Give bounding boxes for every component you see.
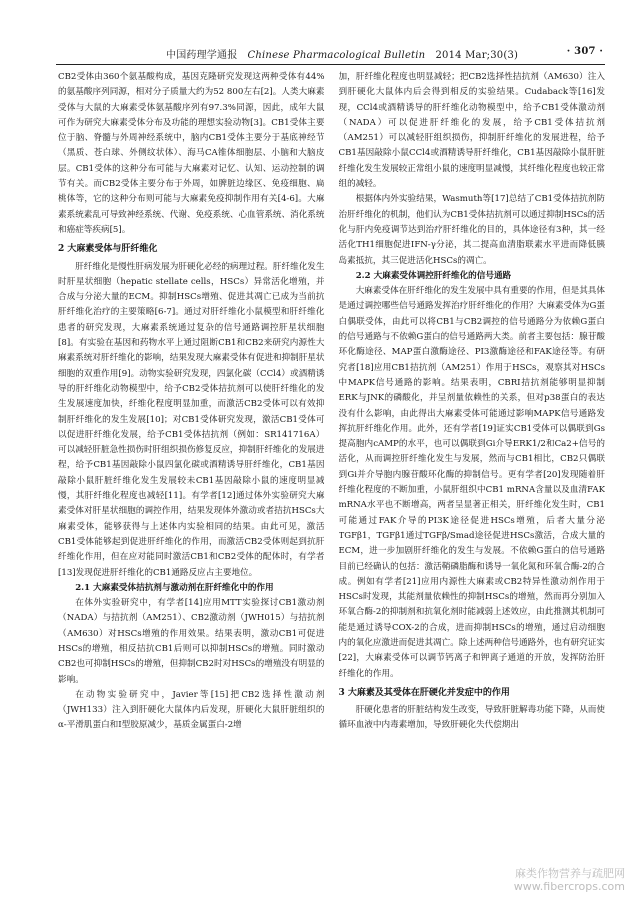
journal-title-cn: 中国药理学通报 [166,50,238,61]
subsection-heading [58,581,325,596]
paragraph: 肝硬化患者的肝脏结构发生改变，导致肝脏解毒功能下降，从而使循环血液中内毒素增加，导致肝硬化失代偿期出 [338,705,605,731]
paragraph: 根据体内外实验结果，Wasmuth等[17]总结了CB1受体拮抗剂防治肝纤维化的机制，他们认为CB1受体拮抗剂可以通过抑制HSCs的活化与肝内免疫调节达到治疗肝纤维化的目的，具体途径有3种，其一经活化TH1细胞促进IFN-γ分泌，其二提高血清脂联素水平进而降低胰岛素抵抗，其三促进活化HSCs的凋亡。 [338,194,605,266]
subsection-heading [339,269,606,284]
journal-title-en: Chinese Pharmacological Bulletin [247,50,426,61]
paragraph: 大麻素受体在肝纤维化的发生发展中具有重要的作用，但是其具体是通过调控哪些信号通路发挥治疗肝纤维化的作用？大麻素受体为G蛋白偶联受体，由此可以将CB1与CB2调控的信号通路分为依赖G蛋白的信号通路与不依赖G蛋白的信号通路两大类。前者主要包括：腺苷酸环化酶途径、MAP蛋白激酶途径、PI3激酶途径和FAK途径等。有研究者[18]应用CB1拮抗剂（AM251）作用于HSCs，观察其对HSCs中MAPK信号通路的影响。结果表明，CBRI拮抗剂能够明显抑制ERK与JNK的磷酸化，并呈剂量依赖性的关系，但对p38蛋白的表达没有什么影响，由此得出大麻素受体可能通过影响MAPK信号通路发挥抗肝纤维化作用。此外，还有学者[19]证实CB1受体可以偶联到Gs提高胞内cAMP的水平，也可以偶联到Gi介导ERK1/2和Ca2+信号的活化，从而调控肝纤维化发生与发展，然而与CB1相比，CB2只偶联到Gi并介导胞内腺苷酸环化酶的抑制信号。更有学者[20]发现随着肝纤维化程度的不断加重，小鼠肝组织中CB1 mRNA含量以及血清FAK mRNA水平也不断增高，两者呈显著正相关，肝纤维化发生时，CB1可能通过FAK介导的PI3K途径促进HSCs增殖，后者大量分泌TGFβ1，TGFβ1通过TGFβ/Smad途径促进HSCs激活，合成大量的ECM，进一步加剧肝纤维化的发生与发展。不依赖G蛋白的信号通路目前已经确认的包括：激活鞘磷脂酶和诱导一氧化氮和环氧合酶-2的合成。例如有学者[21]应用内源性大麻素或CB2特异性激动剂作用于HSCs时发现，其能剂量依赖性的抑制HSCs的增殖，然而再分别加入环氧合酶-2的抑制剂和抗氧化剂时能减弱上述效应，由此推测其机制可能是通过诱导COX-2的合成，进而抑制HSCs的增殖，通过启动细胞内的氧化应激进而促进其凋亡。除上述两种信号通路外，也有研究证实[22]，大麻素受体可以调节钙离子和钾离子通道的开放，发挥防治肝纤维化的作用。 [338,286,605,679]
subsection-title: 2.2 大麻素受体调控肝纤维化的信号通路 [355,270,512,281]
paragraph: CB2受体由360个氨基酸构成，基因克隆研究发现这两种受体有44%的氨基酸序列同源，相对分子质量大约为52 800左右[2]。人类大麻素受体与大鼠的大麻素受体氨基酸序列有97.3%同源，因此，成年大鼠可作为研究大麻素受体分布及功能的理想实验动物[3]。CB1受体主要位于脑、脊髓与外周神经系统中，脑内CB1受体主要分于基底神经节（黑质、苍白球、外侧纹状体）、海马CA锥体细胞层、小脑和大脑皮层。CB1受体的这种分布可能与大麻素对记忆、认知、运动控制的调节有关。而CB2受体主要分布于外周，如脾脏边缘区、免疫细胞、扁桃体等，它的这种分布则可能与大麻素免疫抑制作用有关[4-6]。大麻素系统素乱可导致神经系统、代谢、免疫系统、心血管系统、消化系统和癌症等疾病[5]。 [58,72,325,235]
section-heading: 3 大麻素及其受体在肝硬化并发症中的作用 [338,687,510,698]
watermark-name: 麻类作物营养与疏肥网 [515,867,625,880]
journal-issue: 2014 Mar;30(3) [435,50,519,61]
paragraph: 加，肝纤维化程度也明显减轻；把CB2选择性拮抗剂（AM630）注入到肝硬化大鼠体内后会得到相反的实验结果。Cudaback等[16]发现，CCl4或酒精诱导的肝纤维化动物模型中，给予CB1受体激动剂（NADA）可以促进肝纤维化的发展，给予CB1受体拮抗剂（AM251）可以减轻肝组织损伤，抑制肝纤维化的发展进程，给予CB1基因敲除小鼠CCl4或酒精诱导肝纤维化，CB1基因敲除小鼠肝脏纤维化发生发展较正常组小鼠的速度明显减慢，其纤维化程度也较正常组的减轻。 [338,72,605,190]
paragraph: 在体外实验研究中，有学者[14]应用MTT实验探讨CB1激动剂（NADA）与拮抗剂（AM251）、CB2激动剂（JWH015）与拮抗剂（AM630）对HSCs增殖的作用效果。结果表明，激动CB1可促进HSCs的增殖，相反拮抗CB1后则可以抑制HSCs的增殖。同时激动CB2也可抑制HSCs的增殖，但抑制CB2时对HSCs的增殖没有明显的影响。 [58,598,325,685]
right-column [339,70,606,863]
page-number: · 307 · [566,46,603,57]
page-header [56,42,605,65]
article-body [58,70,605,863]
watermark-url: www.fibercrops.com [513,880,625,893]
paragraph: 在动物实验研究中，Javier等[15]把CB2选择性激动剂（JWH133）注入到肝硬化大鼠体内后发现，肝硬化大鼠肝脏组织的α-平滑肌蛋白和I型胶原减少，基质金属蛋白-2增 [58,689,325,731]
left-column [58,70,325,863]
section-heading: 2 大麻素受体与肝纤维化 [58,244,158,255]
journal-title [166,46,518,61]
subsection-title: 2.1 大麻素受体拮抗剂与激动剂在肝纤维化中的作用 [75,582,274,593]
paragraph: 肝纤维化是慢性肝病发展为肝硬化必经的病理过程。肝纤维化发生时肝星状细胞（hepatic stellate cells，HSCs）异常活化增殖，并合成与分泌大量的ECM。抑制HSCs增殖、促进其凋亡已成为当前抗肝纤维化治疗的主要策略[6-7]。通过对肝纤维化小鼠模型和肝纤维化患者的研究发现，大麻素系统通过复杂的信号通路调控肝星状细胞[8]。有实验在基因和药物水平上通过阻断CB1和CB2来研究内源性大麻素系统对肝纤维化的影响，结果发现大麻素受体有促进和抑制肝星状细胞的双重作用[9]。动物实验研究发现，四氯化碳（CCl4）或酒精诱导的肝纤维化动物模型中，给予CB2受体拮抗剂可以使肝纤维化的发生发展速度加快，纤维化程度明显加重，而激活CB2受体可以有效抑制肝纤维化的发生发展[10]；对CB1受体研究发现，激活CB1受体可以促进肝纤维化发展，给予CB1受体拮抗剂（例如：SR141716A）可以减轻肝脏急性损伤时肝组织损伤修复反应，抑制肝纤维化的发展进程，给予CB1基因敲除小鼠四氯化碳或酒精诱导肝纤维化，CB1基因敲除小鼠肝脏纤维化发生发展较未CB1基因敲除小鼠的速度明显减慢，其肝纤维化程度也减轻[11]。有学者[12]通过体外实验研究大麻素受体对肝星状细胞的调控作用，结果发现体外激动或者拮抗HSCs大麻素受体，能够获得与上述体内实验相同的结果。由此可见，激活CB1受体能够起到促进肝纤维化的作用，而激活CB2受体则起到抗肝纤维化作用，但在应对能同时激活CB1和CB2受体的配体时，有学者[13]发现促进肝纤维化的CB1通路反应占主要地位。 [58,261,325,578]
watermark [514,867,625,893]
